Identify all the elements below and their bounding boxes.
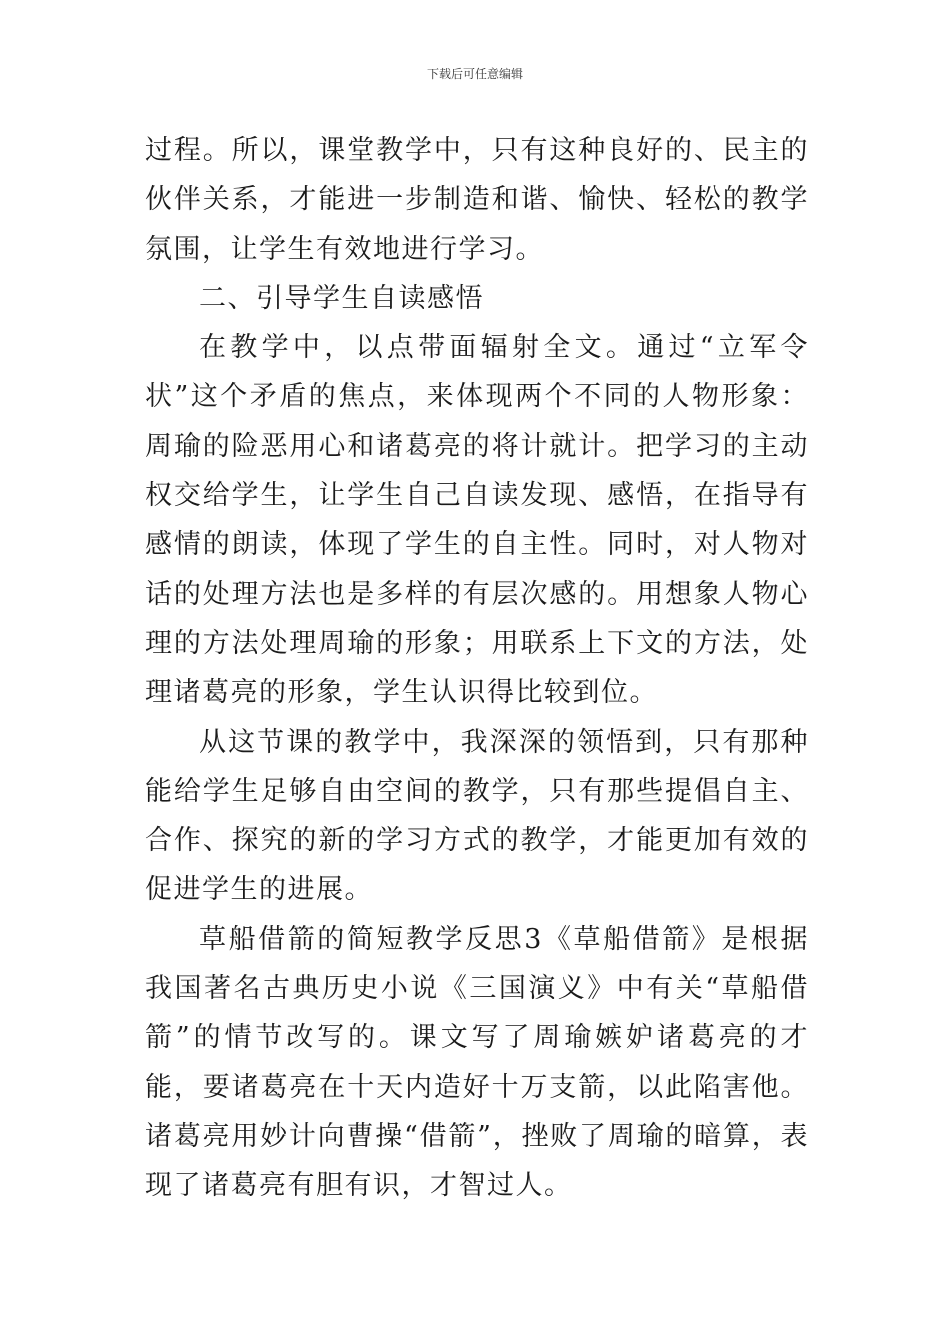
document-body	[145, 126, 809, 1211]
section-heading: 二、引导学生自读感悟	[199, 282, 484, 314]
paragraph-continued: 过程。所以，课堂教学中，只有这种良好的、民主的伙伴关系，才能进一步制造和谐、愉快、轻松的教学氛围，让学生有效地进行学习。	[145, 135, 809, 265]
paragraph-insight: 从这节课的教学中，我深深的领悟到，只有那种能给学生足够自由空间的教学，只有那些提倡自主、合作、探究的新的学习方式的教学，才能更加有效的促进学生的进展。	[145, 726, 809, 906]
paragraph-reflection-3: 草船借箭的简短教学反思3《草船借箭》是根据我国著名古典历史小说《三国演义》中有关“草船借箭”的情节改写的。课文写了周瑜嫉妒诸葛亮的才能，要诸葛亮在十天内造好十万支箭，以此陷害他。诸葛亮用妙计向曹操“借箭”，挫败了周瑜的暗算，表现了诸葛亮有胆有识，才智过人。	[145, 923, 809, 1202]
paragraph-self-reading: 在教学中，以点带面辐射全文。通过“立军令状”这个矛盾的焦点，来体现两个不同的人物形象：周瑜的险恶用心和诸葛亮的将计就计。把学习的主动权交给学生，让学生自己自读发现、感悟，在指导有感情的朗读，体现了学生的自主性。同时，对人物对话的处理方法也是多样的有层次感的。用想象人物心理的方法处理周瑜的形象；用联系上下文的方法，处理诸葛亮的形象，学生认识得比较到位。	[145, 332, 809, 709]
page-header: 下载后可任意编辑	[426, 67, 523, 81]
